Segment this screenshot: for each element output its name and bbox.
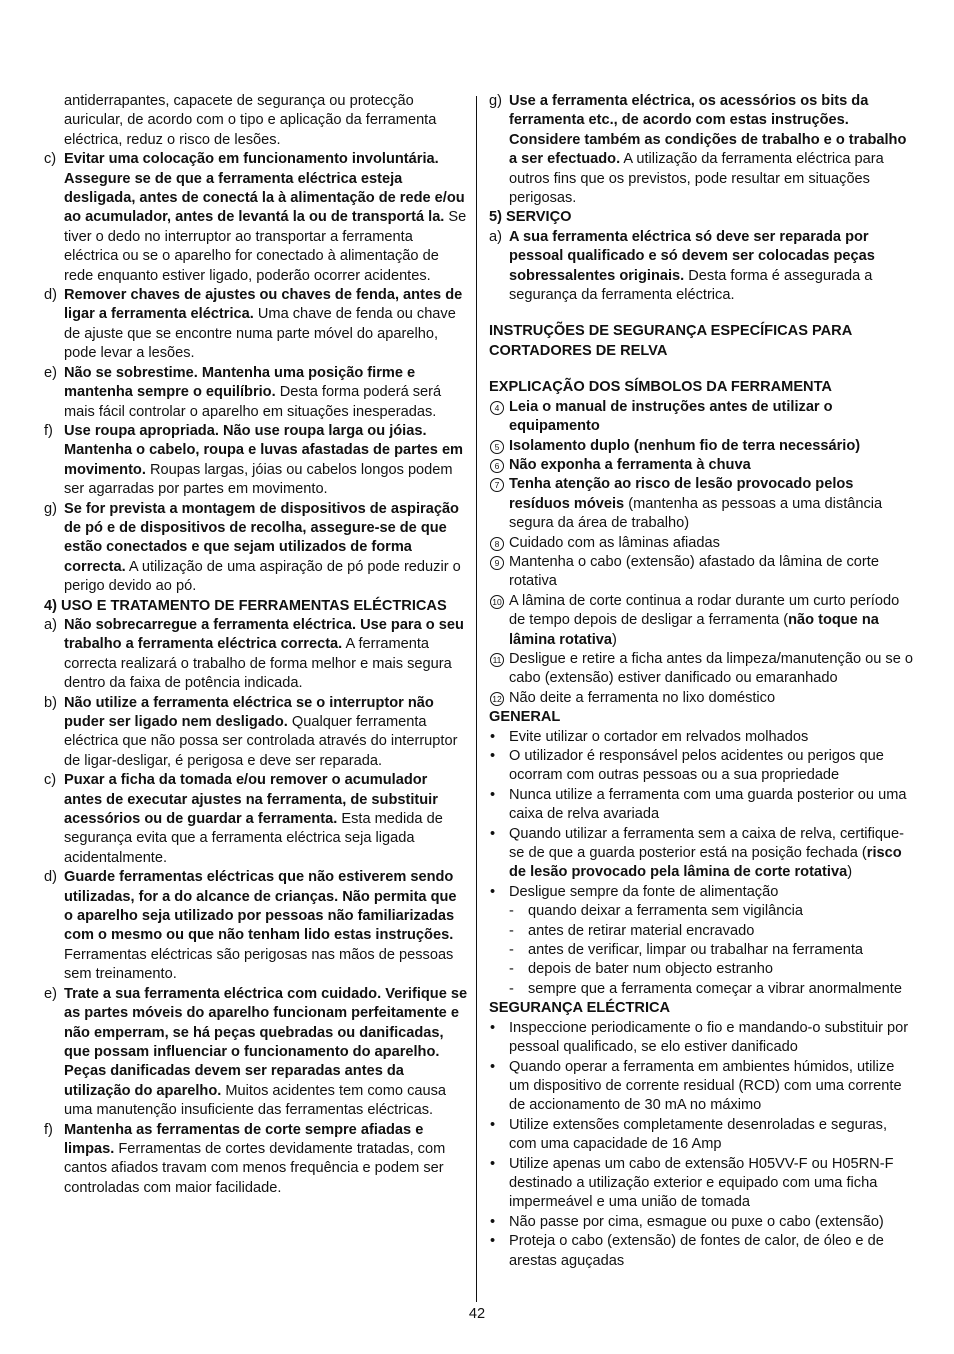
section-4-heading: 4) USO E TRATAMENTO DE FERRAMENTAS ELÉCTRICAS [44,597,447,614]
column-divider [476,96,477,1302]
symbol-item-7: 7 Tenha atenção ao risco de lesão provocado pelos resíduos móveis (mantenha as pessoas a uma distância segura da área de trabalho) [489,475,913,533]
general-heading: GENERAL [489,709,561,726]
dash-item: - antes de verificar, limpar ou trabalhar na ferramenta [489,941,913,960]
circled-number-icon: 5 [490,440,504,454]
general-bullet: • O utilizador é responsável pelos acidentes ou perigos que ocorram com outras pessoas ou a sua propriedade [489,747,913,786]
general-bullet: • Desligue sempre da fonte de alimentação [489,883,913,902]
symbol-item-5: 5 Isolamento duplo (nenhum fio de terra necessário) [489,437,913,456]
item-4e: e) Trate a sua ferramenta eléctrica com cuidado. Verifique se as partes móveis do aparelho funcionam perfeitamente e não emperram, se há peças quebradas ou danificadas, que possam influenciar o funcionamento do aparelho. Peças danificadas devem ser reparadas antes da utilização do aparelho. Muitos acidentes tem como causa uma manutenção insuficiente das ferramentas eléctricas. [44,985,468,1119]
item-4b: b) Não utilize a ferramenta eléctrica se o interruptor não puder ser ligado nem desligado. Qualquer ferramenta eléctrica que não possa ser controlada através do interruptor de ligar-desligar, é perigosa e deve ser reparada. [44,694,458,769]
spacer [489,361,913,378]
circled-number-icon: 4 [490,401,504,415]
dash-item: - sempre que a ferramenta começar a vibrar anormalmente [489,980,913,999]
item-3g: g) Se for prevista a montagem de dispositivos de aspiração de pó e de dispositivos de recolha, assegure-se de que estão conectados e que sejam utilizados de forma correcta. A utilização de uma aspiração de pó pode reduzir o perigo devido ao pó. [44,500,461,595]
item-3c: c) Evitar uma colocação em funcionamento involuntária. Assegure se de que a ferramenta eléctrica esteja desligada, antes de conectá la à alimentação de rede e/ou ao acumulador, antes de levantá la ou de transportá la. Se tiver o dedo no interruptor ao transportar a ferramenta eléctrica ou se o aparelho for conectado à alimentação de rede enquanto estiver ligado, poderão ocorrer acidentes. [44,151,467,284]
item-4c: c) Puxar a ficha da tomada e/ou remover o acumulador antes de executar ajustes na ferramenta, de substituir acessórios ou de guardar a ferramenta. Esta medida de segurança evita que a ferramenta eléctrica seja ligada acidentalmente. [44,772,443,866]
circled-number-icon: 12 [490,692,504,706]
electrical-bullet: • Utilize apenas um cabo de extensão H05VV-F ou H05RN-F destinado a utilização exterior e equipado com uma ficha impermeável e uma união de tomada [489,1155,913,1213]
electrical-safety-heading: SEGURANÇA ELÉCTRICA [489,1000,671,1017]
electrical-bullet: • Proteja o cabo (extensão) de fontes de calor, de óleo e de arestas aguçadas [489,1232,913,1271]
symbol-item-12: 12 Não deite a ferramenta no lixo doméstico [489,689,913,708]
spacer [489,305,913,322]
circled-number-icon: 7 [490,478,504,492]
symbols-heading: EXPLICAÇÃO DOS SÍMBOLOS DA FERRAMENTA [489,379,832,396]
dash-item: - depois de bater num objecto estranho [489,960,913,979]
symbol-item-6: 6 Não exponha a ferramenta à chuva [489,456,913,475]
symbol-item-4: 4 Leia o manual de instruções antes de utilizar o equipamento [489,398,913,437]
dash-item: - quando deixar a ferramenta sem vigilância [489,902,913,921]
left-column [44,92,468,1198]
electrical-bullet: • Não passe por cima, esmague ou puxe o cabo (extensão) [489,1213,913,1232]
circled-number-icon: 9 [490,556,504,570]
electrical-bullet: • Utilize extensões completamente desenroladas e seguras, com uma capacidade de 16 Amp [489,1116,913,1155]
item-3d: d) Remover chaves de ajustes ou chaves de fenda, antes de ligar a ferramenta eléctrica. Uma chave de fenda ou chave de ajuste que se encontre numa parte móvel do aparelho, pode levar a lesões. [44,287,463,362]
item-3e: e) Não se sobrestime. Mantenha uma posição firme e mantenha sempre o equilíbrio. Desta forma poderá será mais fácil controlar o aparelho em situações inesperadas. [44,364,442,420]
circled-number-icon: 10 [490,595,504,609]
item-5a: a) A sua ferramenta eléctrica só deve ser reparada por pessoal qualificado e só devem ser colocadas peças sobressalentes originais. Desta forma é assegurada a segurança da ferramenta eléctrica. [489,228,875,304]
item-4d: d) Guarde ferramentas eléctricas que não estiverem sendo utilizadas, for a do alcance de crianças. Não permita que o aparelho seja utilizado por pessoas não familiarizadas com o mesmo ou que não tenham lido estas instruções. Ferramentas eléctricas são perigosas nas mãos de pessoas sem treinamento. [44,869,457,983]
circled-number-icon: 6 [490,459,504,473]
electrical-bullet: • Inspeccione periodicamente o fio e mandando-o substituir por pessoal qualificado, se elo estiver danificado [489,1019,913,1058]
general-bullet: • Evite utilizar o cortador em relvados molhados [489,728,913,747]
symbol-item-8: 8 Cuidado com as lâminas afiadas [489,534,913,553]
general-bullet: • Quando utilizar a ferramenta sem a caixa de relva, certifique-se de que a guarda posterior está na posição fechada (risco de lesão provocado pela lâmina de corte rotativa) [489,825,913,883]
item-3f: f) Use roupa apropriada. Não use roupa larga ou jóias. Mantenha o cabelo, roupa e luvas afastadas de partes em movimento. Roupas largas, jóias ou cabelos longos podem ser agarradas por partes em movimento. [44,422,464,498]
general-bullet: • Nunca utilize a ferramenta com uma guarda posterior ou uma caixa de relva avariada [489,786,913,825]
dash-item: - antes de retirar material encravado [489,922,913,941]
circled-number-icon: 11 [490,653,504,667]
specific-instructions-heading: INSTRUÇÕES DE SEGURANÇA ESPECÍFICAS PARA CORTADORES DE RELVA [489,323,852,359]
item-4f: f) Mantenha as ferramentas de corte sempre afiadas e limpas. Ferramentas de cortes devidamente tratadas, com cantos afiados travam com menos frequência e podem ser controladas com maior facilidade. [44,1121,446,1196]
page-number: 42 [468,1306,486,1322]
item-4g: g) Use a ferramenta eléctrica, os acessórios os bits da ferramenta etc., de acordo com estas instruções. Considere também as condições de trabalho e o trabalho a ser efectuado. A utilização da ferramenta eléctrica para outros fins que os previstos, pode resultar em situações perigosas. [489,93,907,207]
item-4a: a) Não sobrecarregue a ferramenta eléctrica. Use para o seu trabalho a ferramenta eléctrica correcta. A ferramenta correcta realizará o trabalho de forma melhor e mais segura dentro da faixa de potência indicada. [44,616,464,692]
symbol-item-11: 11 Desligue e retire a ficha antes da limpeza/manutenção ou se o cabo (extensão) estiver danificado ou emaranhado [489,650,913,689]
right-column [489,92,913,1271]
symbol-item-10: 10 A lâmina de corte continua a rodar durante um curto período de tempo depois de desligar a ferramenta (não toque na lâmina rotativa) [489,592,913,650]
section-5-heading: 5) SERVIÇO [489,209,572,226]
intro-continuation: antiderrapantes, capacete de segurança ou protecção auricular, de acordo com o tipo e aplicação da ferramenta eléctrica, reduz o risco de lesões. [64,93,437,148]
circled-number-icon: 8 [490,537,504,551]
electrical-bullet: • Quando operar a ferramenta em ambientes húmidos, utilize um dispositivo de corrente residual (RCD) com uma corrente de accionamento de 30 mA no máximo [489,1058,913,1116]
symbol-item-9: 9 Mantenha o cabo (extensão) afastado da lâmina de corte rotativa [489,553,913,592]
